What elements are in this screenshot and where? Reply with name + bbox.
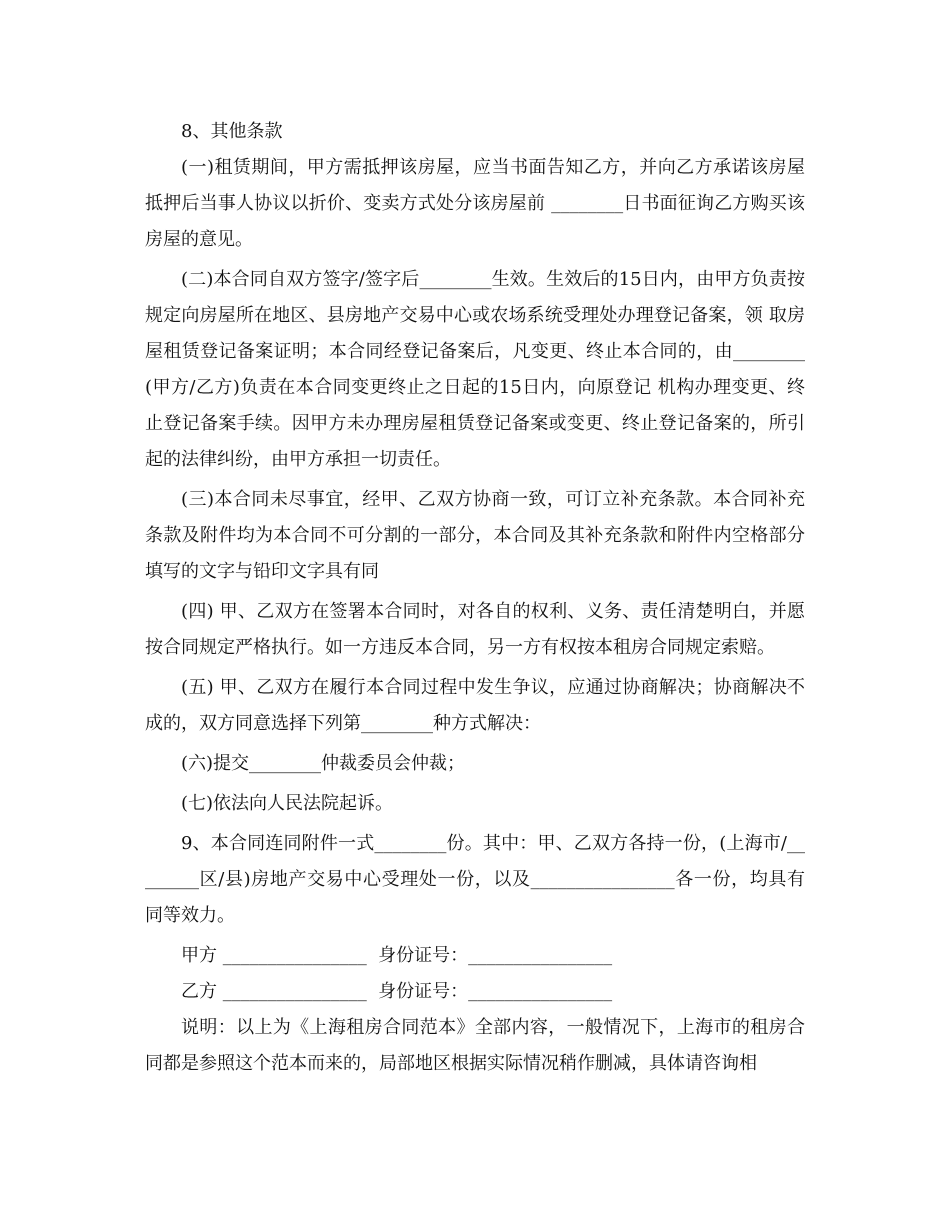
party-a-signature-line: 甲方 ________________ 身份证号：________________ bbox=[181, 945, 613, 966]
clause-4: (四) 甲、乙双方在签署本合同时，对各自的权利、义务、责任清楚明白，并愿按合同规定严格执行。如一方违反本合同，另一方有权按本租房合同规定索赔。 bbox=[145, 601, 805, 658]
clause-2: (二)本合同自双方签字/签字后________生效。生效后的15日内，由甲方负责按规定向房屋所在地区、县房地产交易中心或农场系统受理处办理登记备案，领 取房屋租赁登记备案证明；本合同经登记备案后，凡变更、终止本合同的，由________(甲方/乙方)负责在本合同变更终止之日起的15日内，向原登记 机构办理变更、终止登记备案手续。因甲方未办理房屋租赁登记备案或变更、终止登记备案的，所引起的法律纠纷，由甲方承担一切责任。 bbox=[145, 269, 805, 470]
party-b-signature-line: 乙方 ________________ 身份证号：________________ bbox=[181, 981, 613, 1002]
clause-7: (七)依法向人民法院起诉。 bbox=[181, 793, 394, 814]
clause-3: (三)本合同未尽事宜，经甲、乙双方协商一致，可订立补充条款。本合同补充条款及附件均为本合同不可分割的一部分，本合同及其补充条款和附件内空格部分填写的文字与铅印文字具有同 bbox=[145, 489, 805, 582]
clause-5: (五) 甲、乙双方在履行本合同过程中发生争议，应通过协商解决；协商解决不成的，双方同意选择下列第________种方式解决： bbox=[145, 677, 805, 734]
clause-1: (一)租赁期间，甲方需抵押该房屋，应当书面告知乙方，并向乙方承诺该房屋抵押后当事人协议以折价、变卖方式处分该房屋前 ________日书面征询乙方购买该房屋的意见。 bbox=[145, 157, 805, 250]
document-body bbox=[145, 114, 805, 1086]
section-heading: 8、其他条款 bbox=[181, 121, 283, 142]
explanatory-note: 说明：以上为《上海租房合同范本》全部内容，一般情况下，上海市的租房合同都是参照这个范本而来的，局部地区根据实际情况稍作删减，具体请咨询相 bbox=[145, 1017, 805, 1074]
clause-9: 9、本合同连同附件一式________份。其中：甲、乙双方各持一份，(上海市/________区/县)房地产交易中心受理处一份，以及________________各一份，均具有同等效力。 bbox=[145, 833, 805, 926]
clause-6: (六)提交________仲裁委员会仲裁； bbox=[181, 753, 466, 774]
